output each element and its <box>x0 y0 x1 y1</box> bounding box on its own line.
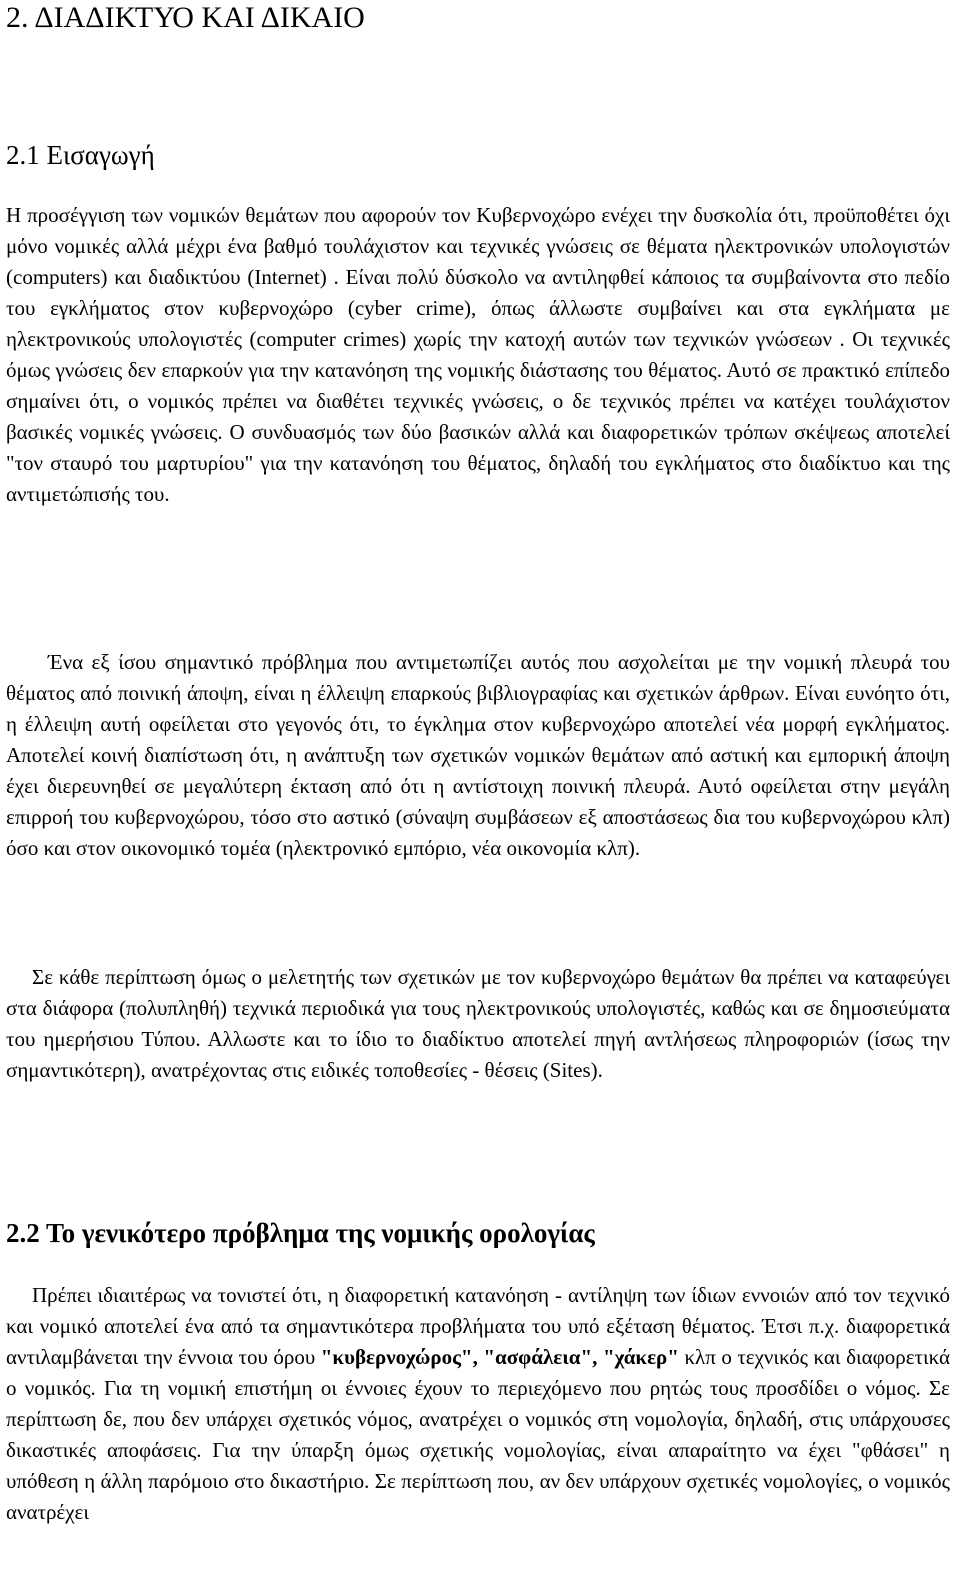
term-cyberspace: "κυβερνοχώρος" <box>320 1345 473 1369</box>
terminology-text-end: κλπ ο τεχνικός και διαφορετικά ο νομικός. Για τη νομική επιστήμη οι έννοιες έχουν το περιεχόμενο που ρητώς τους προσδίδει ο νόμος. Σε περίπτωση δε, που δεν υπάρχει σχετικός νόμος, ανατρέχει ο νομικός στη νομολογία, δηλαδή, στις υπάρχουσες δικαστικές αποφάσεις. Για την ύπαρξη όμως σχετικής νομολογίας, είναι απαραίτητο να έχει "φθάσει" η υπόθεση η άλλη παρόμοιο στο δικαστήριο. Σε περίπτωση που, αν δεν υπάρχουν σχετικές νομολογίες, ο νομικός ανατρέχει <box>6 1345 951 1524</box>
terminology-text-start: Πρέπει ιδιαιτέρως να τονιστεί ότι, η διαφορετική κατανόηση - αντίληψη των ίδιων εννοιών από τον τεχνικό και νομικό αποτελεί ένα από τα σημαντικότερα προβλήματα του υπό εξέταση θέματος. Έτσι π.χ. διαφορετικά αντιλαμβάνεται την έννοια του όρου <box>6 1283 950 1369</box>
term-separator: , <box>592 1345 603 1369</box>
term-hacker: "χάκερ" <box>602 1345 679 1369</box>
section-title-legal-terminology: 2.2 Το γενικότερο πρόβλημα της νομικής ορολογίας <box>6 1218 595 1248</box>
term-security: "ασφάλεια" <box>483 1345 593 1369</box>
section-title-introduction: 2.1 Εισαγωγή <box>6 140 155 170</box>
intro-paragraph-3: Σε κάθε περίπτωση όμως ο μελετητής των σχετικών με τον κυβερνοχώρο θεμάτων θα πρέπει να καταφεύγει στα διάφορα (πολυπληθή) τεχνικά περιοδικά για τους ηλεκτρονικούς υπολογιστές, καθώς και σε δημοσιεύματα του ημερήσιου Τύπου. Αλλωστε και το ίδιο το διαδίκτυο αποτελεί πηγή αντλήσεως πληροφοριών (ίσως την σημαντικότερη), ανατρέχοντας στις ειδικές τοποθεσίες - θέσεις (Sites). <box>6 965 950 1082</box>
intro-paragraph-2: Ένα εξ ίσου σημαντικό πρόβλημα που αντιμετωπίζει αυτός που ασχολείται με την νομική πλευρά του θέματος από ποινική άποψη, είναι η έλλειψη επαρκούς βιβλιογραφίας και σχετικών άρθρων. Είναι ευνόητο ότι, η έλλειψη αυτή οφείλεται στο γεγονός ότι, το έγκλημα στον κυβερνοχώρο αποτελεί νέα μορφή εγκλήματος. Αποτελεί κοινή διαπίστωση ότι, η ανάπτυξη των σχετικών νομικών θεμάτων από αστική και εμπορική άποψη έχει διερευνηθεί σε μεγαλύτερη έκταση από ότι η αντίστοιχη ποινική πλευρά. Αυτό οφείλεται στην μεγάλη επιρροή του κυβερνοχώρου, τόσο στο αστικό (σύναψη συμβάσεων εξ αποστάσεως δια του κυβερνοχώρου κλπ) όσο και στον οικονομικό τομέα (ηλεκτρονικό εμπόριο, νέα οικονομία κλπ). <box>6 650 950 860</box>
term-separator: , <box>472 1345 484 1369</box>
intro-paragraph-1: Η προσέγγιση των νομικών θεμάτων που αφορούν τον Κυβερνοχώρο ενέχει την δυσκολία ότι, προϋποθέτει όχι μόνο νομικές αλλά μέχρι ένα βαθμό τουλάχιστον και τεχνικές γνώσεις σε θέματα ηλεκτρονικών υπολογιστών (computers) και διαδικτύου (Internet) . Είναι πολύ δύσκολο να αντιληφθεί κάποιος τα συμβαίνοντα στο πεδίο του εγκλήματος στον κυβερνοχώρο (cyber crime), όπως άλλωστε συμβαίνει και στα εγκλήματα με ηλεκτρονικούς υπολογιστές (computer crimes) χωρίς την κατοχή αυτών των τεχνικών γνώσεων . Οι τεχνικές όμως γνώσεις δεν επαρκούν για την κατανόηση της νομικής διάστασης του θέματος. Αυτό σε πρακτικό επίπεδο σημαίνει ότι, ο νομικός πρέπει να διαθέτει τεχνικές γνώσεις, ο δε τεχνικός πρέπει να κατέχει τουλάχιστον βασικές νομικές γνώσεις. Ο συνδυασμός των δύο βασικών αλλά και διαφορετικών τρόπων σκέψεως αποτελεί "τον σταυρό του μαρτυρίου" για την κατανόηση του θέματος, δηλαδή του εγκλήματος στο διαδίκτυο και της αντιμετώπισής του. <box>6 203 950 506</box>
terminology-paragraph <box>6 1280 950 1528</box>
chapter-title: 2. ΔΙΑΔΙΚΤΥΟ ΚΑΙ ΔΙΚΑΙΟ <box>6 1 365 34</box>
